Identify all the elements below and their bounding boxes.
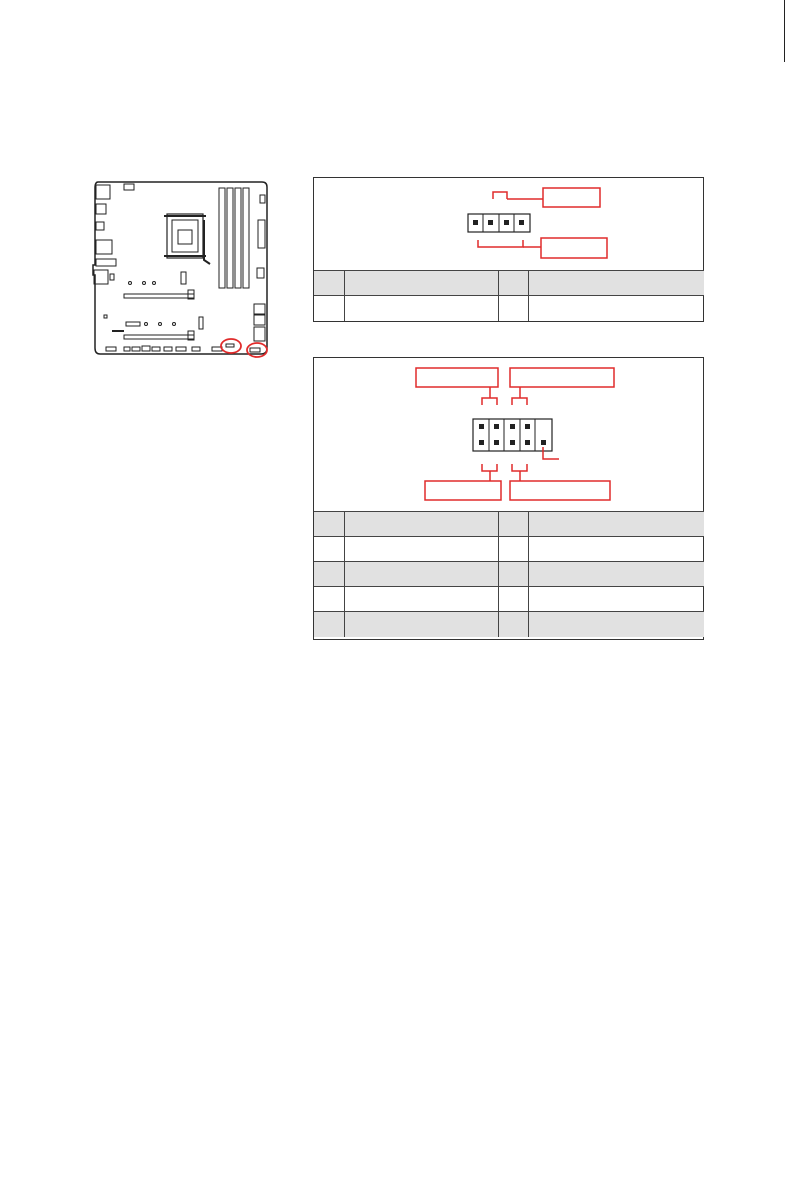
signal-name-cell <box>344 562 498 587</box>
com-header-panel <box>313 357 704 640</box>
signal-name-cell <box>344 512 498 537</box>
pin-number-cell <box>314 612 344 637</box>
signal-name-cell <box>528 587 704 612</box>
signal-name-cell <box>528 612 704 637</box>
pin-number-cell <box>498 271 528 296</box>
pin-number-cell <box>314 512 344 537</box>
pin-number-cell <box>498 612 528 637</box>
table-row <box>314 562 704 587</box>
motherboard-diagram <box>92 180 272 360</box>
pin-number-cell <box>498 537 528 562</box>
signal-name-cell <box>528 512 704 537</box>
callout-box <box>510 481 610 500</box>
pin-number-cell <box>498 562 528 587</box>
table-row <box>314 537 704 562</box>
page-edge-mark <box>784 0 785 62</box>
pin-number-cell <box>314 271 344 296</box>
motherboard-icon <box>92 180 272 360</box>
signal-name-cell <box>528 271 704 296</box>
com-pin-diagram <box>314 358 703 511</box>
signal-name-cell <box>344 296 498 321</box>
pin-table <box>314 270 704 321</box>
spdif-pin-diagram <box>314 178 703 270</box>
signal-name-cell <box>528 562 704 587</box>
pin-number-cell <box>314 296 344 321</box>
pin-header-icon <box>473 419 552 451</box>
callout-box <box>543 188 600 207</box>
callout-box <box>510 368 614 387</box>
callout-box <box>541 238 607 258</box>
table-row <box>314 612 704 637</box>
table-row <box>314 271 704 296</box>
signal-name-cell <box>344 537 498 562</box>
pin-number-cell <box>314 562 344 587</box>
callout-box <box>416 368 498 387</box>
table-row <box>314 512 704 537</box>
pin-number-cell <box>314 537 344 562</box>
signal-name-cell <box>344 271 498 296</box>
pin-number-cell <box>498 587 528 612</box>
spdif-header-panel <box>313 177 704 322</box>
pin-table <box>314 511 704 637</box>
signal-name-cell <box>528 296 704 321</box>
signal-name-cell <box>528 537 704 562</box>
signal-name-cell <box>344 612 498 637</box>
pin-number-cell <box>314 587 344 612</box>
table-row <box>314 587 704 612</box>
callout-box <box>425 481 501 500</box>
pin-number-cell <box>498 296 528 321</box>
signal-name-cell <box>344 587 498 612</box>
pin-number-cell <box>498 512 528 537</box>
table-row <box>314 296 704 321</box>
